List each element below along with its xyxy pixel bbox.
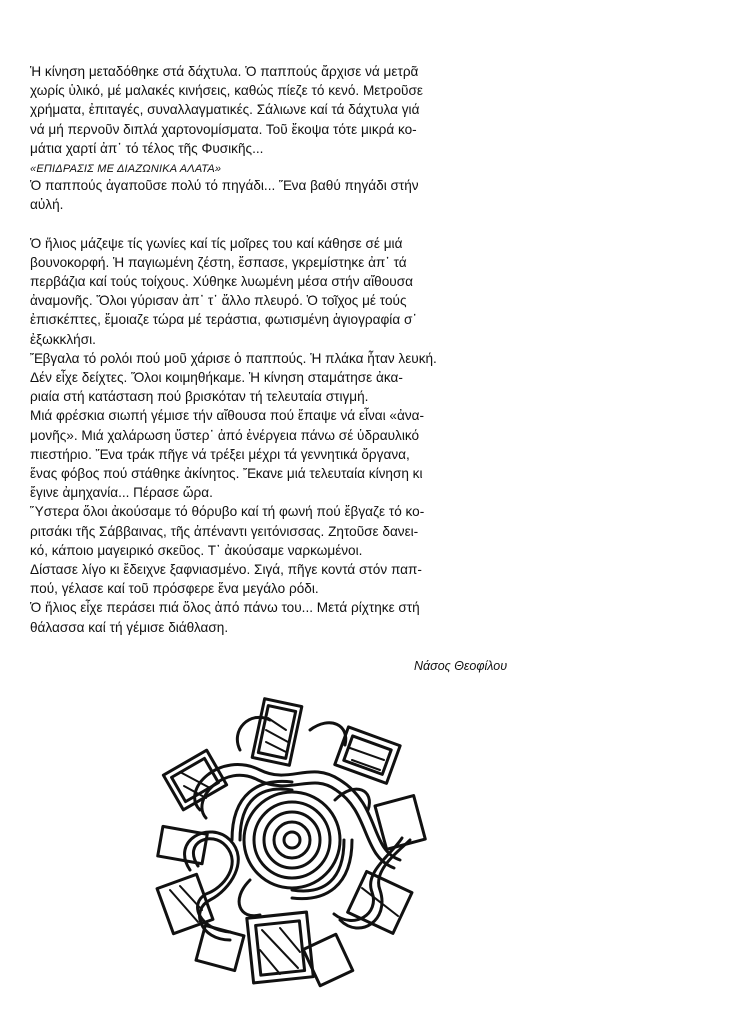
paragraph: Ὁ ἥλιος μάζεψε τίς γωνίες καί τίς μοῖρες του καί κάθησε σέ μιά βουνοκορφή. Ἡ παγιωμένη ζέστη, ἔσπασε, γκρεμίστηκε ἀπ᾽ τά περβάζια καί τούς τοίχους. Χύθηκε λυωμένη μέσα στήν αἴθουσα ἀναμονῆς. Ὅλοι γύρισαν ἀπ᾽ τ᾽ ἄλλο πλευρό. Ὁ τοῖχος μέ τούς ἐπισκέπτες, ἔμοιαζε τώρα μέ τεράστια, φωτισμένη ἁγιογραφία σ᾽ ἐξωκκλήσι.	[30, 235, 417, 347]
paragraph-gap	[30, 214, 560, 233]
section-heading: «ΕΠΙΔΡΑΣΙΣ ΜΕ ΔΙΑΖΩΝΙΚΑ ΑΛΑΤΑ»	[30, 163, 222, 176]
paragraph: Ἡ κίνηση μεταδόθηκε στά δάχτυλα. Ὁ παππούς ἄρχισε νά μετρᾶ χωρίς ὑλικό, μέ μαλακές κινήσεις, καθώς πίεζε τό κενό. Μετροῦσε χρήματα, ἐπιταγές, συναλλαγματικές. Σάλιωνε καί τά δάχτυλα γιά νά μή περνοῦν διπλά χαρτονομίσματα. Τοῦ ἔκοψα τότε μικρά κο- μάτια χαρτί ἀπ᾽ τό τέλος τῆς Φυσικῆς...	[30, 64, 423, 156]
looping-bands	[185, 717, 410, 940]
paragraph: Ὕστερα ὅλοι ἀκούσαμε τό θόρυβο καί τή φωνή πού ἔβγαζε τό κο- ριτσάκι τῆς Σάββαινας, τῆς ἀπέναντι γειτόνισσας. Ζητοῦσε δανει- κό, κάποιο μαγειρικό σκεῦος. Τ᾽ ἀκούσαμε ναρκωμένοι.	[30, 504, 425, 558]
author-signature: Νάσος Θεοφίλου	[414, 659, 508, 673]
article-body	[30, 62, 560, 637]
paragraph: Δίστασε λίγο κι ἔδειχνε ξαφνιασμένο. Σιγά, πῆγε κοντά στόν παπ- πού, γέλασε καί τοῦ πρόσφερε ἕνα μεγάλο ρόδι.	[30, 562, 422, 597]
paragraph: Ὁ παππούς ἀγαποῦσε πολύ τό πηγάδι... Ἕνα βαθύ πηγάδι στήν αὐλή.	[30, 178, 419, 213]
paragraph: Μιά φρέσκια σιωπή γέμισε τήν αἴθουσα πού ἔπαψε νά εἶναι «ἀνα- μονῆς». Μιά χαλάρωση ὕστερ᾽ ἀπό ἐνέργεια πάνω σέ ὑδραυλικό πιεστήριο. Ἕνα τράκ πῆγε νά τρέξει μέχρι τά γεννητικά ὄργανα, ἕνας φόβος πού στάθηκε ἀκίνητος. Ἔκανε μιά τελευταία κίνηση κι ἔγινε ἀμηχανία... Πέρασε ὥρα.	[30, 408, 425, 501]
paragraph: Ἔβγαλα τό ρολόι πού μοῦ χάρισε ὁ παππούς. Ἡ πλάκα ἦταν λευκή. Δέν εἶχε δείχτες. Ὅλοι κοιμηθήκαμε. Ἡ κίνηση σταμάτησε ἀκα- ριαία στή κατάσταση πού βρισκόταν τή τελευταία στιγμή.	[30, 350, 437, 405]
abstract-ink-drawing	[140, 690, 440, 995]
paragraph: Ὁ ἥλιος εἶχε περάσει πιά ὅλος ἀπό πάνω του... Μετά ρίχτηκε στή θάλασσα καί τή γέμισε διάθλαση.	[30, 600, 420, 635]
central-circles	[244, 792, 340, 888]
